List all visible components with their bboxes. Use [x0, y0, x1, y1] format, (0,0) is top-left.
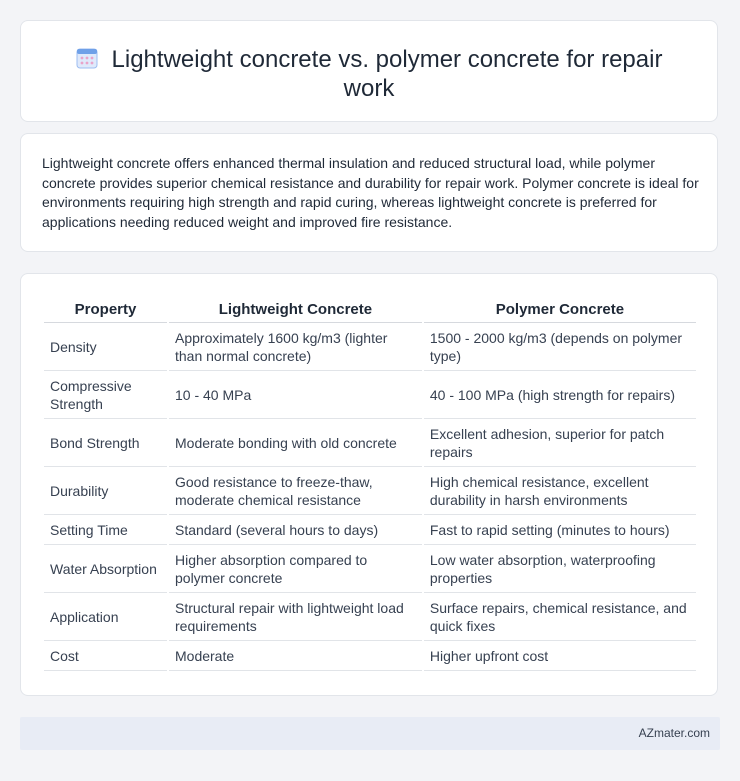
- lightweight-cell: Moderate bonding with old concrete: [169, 419, 422, 467]
- polymer-cell: 40 - 100 MPa (high strength for repairs): [424, 371, 696, 419]
- property-cell: Durability: [44, 467, 167, 515]
- polymer-cell: Low water absorption, waterproofing properties: [424, 545, 696, 593]
- summary-text: Lightweight concrete offers enhanced thermal insulation and reduced structural load, while polymer concrete provides superior chemical resistance and durability for repair work. Polymer concrete is ideal for environments requiring high strength and rapid curing, whereas lightweight concrete is preferred for applications needing reduced weight and improved fire resistance.: [42, 155, 699, 230]
- lightweight-cell: Good resistance to freeze-thaw, moderate chemical resistance: [169, 467, 422, 515]
- table-header-row: [44, 294, 696, 323]
- polymer-cell: Surface repairs, chemical resistance, and quick fixes: [424, 593, 696, 641]
- comparison-table-card: [20, 273, 718, 696]
- table-row: [44, 515, 696, 545]
- page-title-text: Lightweight concrete vs. polymer concrete for repair work: [111, 46, 663, 102]
- footer-brand: AZmater.com: [638, 726, 710, 740]
- lightweight-cell: Moderate: [169, 641, 422, 671]
- property-cell: Water Absorption: [44, 545, 167, 593]
- lightweight-cell: Standard (several hours to days): [169, 515, 422, 545]
- lightweight-cell: Structural repair with lightweight load requirements: [169, 593, 422, 641]
- title-card: [20, 20, 718, 122]
- footer: [20, 717, 720, 750]
- header-lightweight-concrete: Lightweight Concrete: [169, 294, 422, 323]
- table-row: [44, 467, 696, 515]
- lightweight-cell: 10 - 40 MPa: [169, 371, 422, 419]
- lightweight-cell: Higher absorption compared to polymer concrete: [169, 545, 422, 593]
- header-polymer-concrete: Polymer Concrete: [424, 294, 696, 323]
- polymer-cell: High chemical resistance, excellent durability in harsh environments: [424, 467, 696, 515]
- property-cell: Density: [44, 323, 167, 371]
- polymer-cell: Excellent adhesion, superior for patch repairs: [424, 419, 696, 467]
- property-cell: Setting Time: [44, 515, 167, 545]
- summary-card: [20, 133, 718, 252]
- property-cell: Application: [44, 593, 167, 641]
- comparison-table: [42, 294, 698, 671]
- property-cell: Compressive Strength: [44, 371, 167, 419]
- page-title: [61, 45, 677, 103]
- lightweight-cell: Approximately 1600 kg/m3 (lighter than normal concrete): [169, 323, 422, 371]
- polymer-cell: Higher upfront cost: [424, 641, 696, 671]
- table-row: [44, 371, 696, 419]
- header-property: Property: [44, 294, 167, 323]
- table-row: [44, 593, 696, 641]
- property-cell: Bond Strength: [44, 419, 167, 467]
- polymer-cell: Fast to rapid setting (minutes to hours): [424, 515, 696, 545]
- table-row: [44, 419, 696, 467]
- table-row: [44, 323, 696, 371]
- polymer-cell: 1500 - 2000 kg/m3 (depends on polymer type): [424, 323, 696, 371]
- property-cell: Cost: [44, 641, 167, 671]
- table-row: [44, 641, 696, 671]
- table-row: [44, 545, 696, 593]
- calendar-grid-icon: [76, 47, 98, 69]
